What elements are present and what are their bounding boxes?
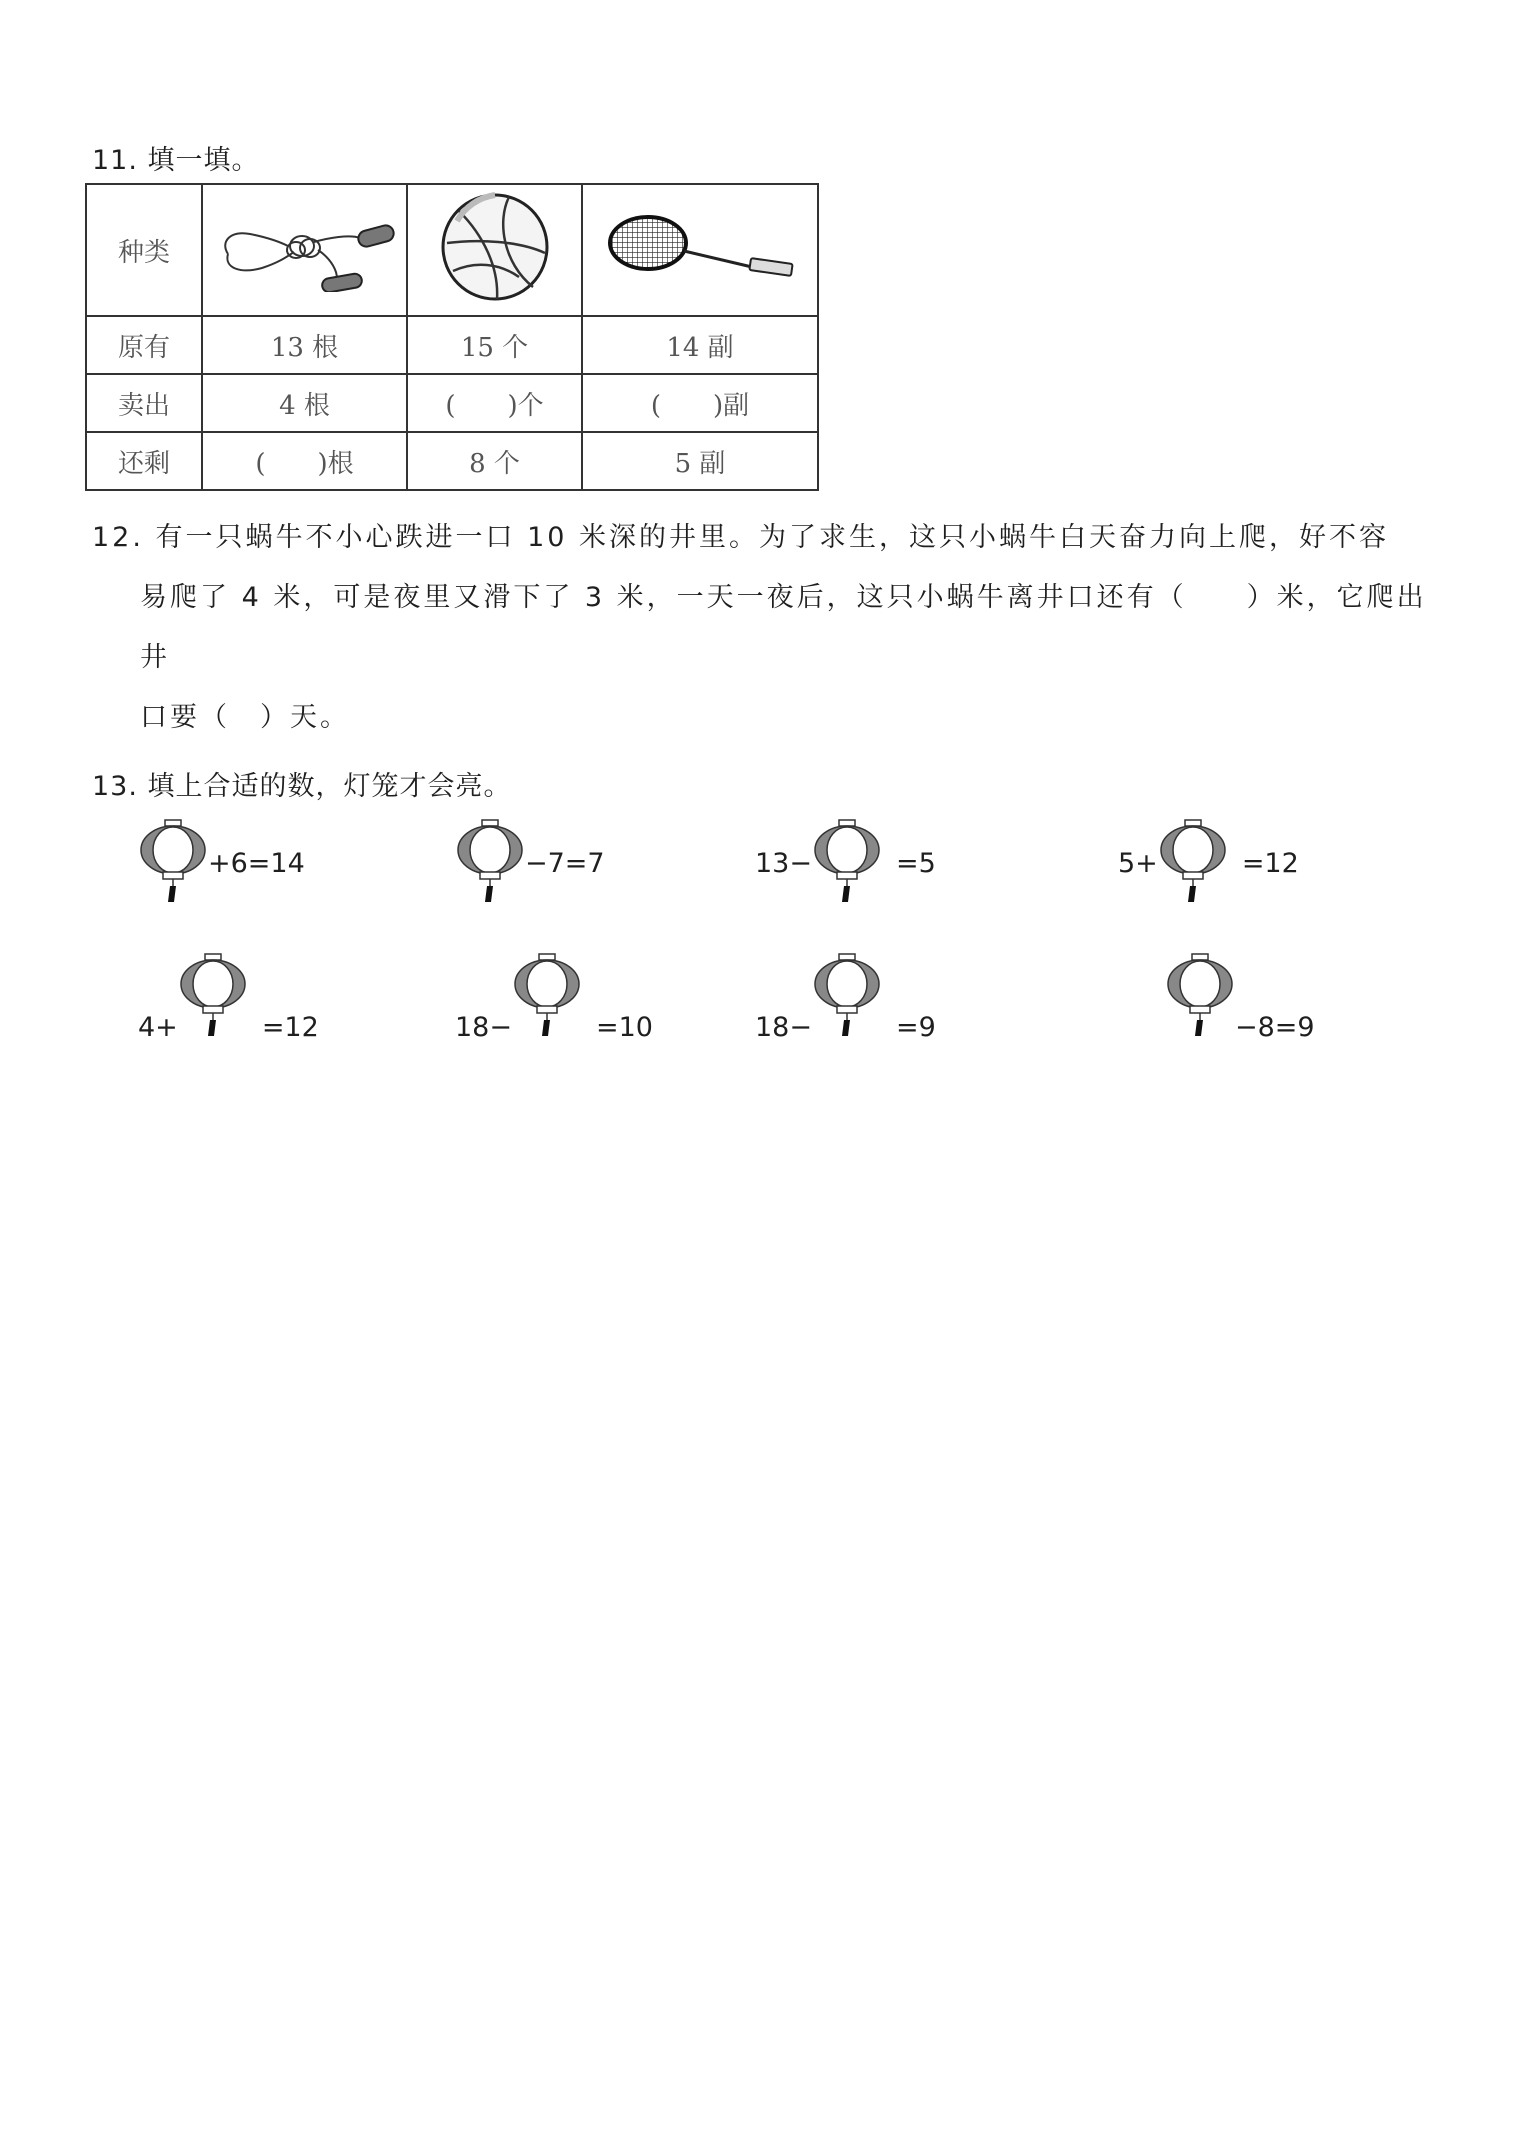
equation-right: +6=14	[208, 847, 305, 879]
equation-right: =10	[595, 1012, 653, 1043]
table-cell: 4 根	[202, 374, 407, 432]
equation-right: =12	[261, 1012, 319, 1043]
lantern-icon[interactable]	[1158, 818, 1228, 908]
lantern-equation	[455, 950, 653, 1043]
lantern-equation	[755, 818, 936, 908]
equation-right: −7=7	[525, 847, 605, 879]
equation-right: −8=9	[1235, 1012, 1315, 1043]
equation-left: 18−	[755, 1012, 812, 1043]
table-cell: 8 个	[407, 432, 582, 490]
lantern-equation	[455, 818, 605, 908]
row-label: 原有	[86, 316, 202, 374]
basketball-icon	[439, 191, 551, 303]
lantern-equation	[1118, 818, 1299, 908]
row-label: 卖出	[86, 374, 202, 432]
lantern-icon[interactable]	[138, 818, 208, 908]
table-row	[86, 374, 818, 432]
answer-blank-cell[interactable]: ( )根	[202, 432, 407, 490]
answer-blank-cell[interactable]: ( )个	[407, 374, 582, 432]
jump-rope-cell	[202, 184, 407, 316]
lantern-icon[interactable]	[812, 952, 882, 1042]
equation-right: =12	[1241, 847, 1299, 879]
table-row	[86, 316, 818, 374]
equation-left: 4+	[138, 1012, 178, 1043]
question-12-line-2: 易爬了 4 米，可是夜里又滑下了 3 米，一天一夜后，这只小蜗牛离井口还有（ ）米，它爬出井	[140, 582, 1427, 673]
equation-left: 5+	[1118, 847, 1158, 879]
inventory-table	[85, 183, 819, 491]
lantern-icon[interactable]	[512, 952, 582, 1042]
row-label: 还剩	[86, 432, 202, 490]
lantern-icon[interactable]	[1165, 952, 1235, 1042]
lantern-equation	[755, 950, 936, 1043]
question-12-line-1: 12. 有一只蜗牛不小心跌进一口 10 米深的井里。为了求生，这只小蜗牛白天奋力向上爬，好不容	[92, 522, 1390, 553]
lantern-icon[interactable]	[455, 818, 525, 908]
equation-right: =5	[895, 847, 936, 879]
question-12-line-3: 口要（ ）天。	[140, 702, 350, 733]
lantern-equation	[138, 950, 319, 1043]
lantern-equation	[138, 818, 305, 908]
table-cell: 5 副	[582, 432, 818, 490]
answer-blank-cell[interactable]: ( )副	[582, 374, 818, 432]
basketball-cell	[407, 184, 582, 316]
badminton-racket-cell	[582, 184, 818, 316]
table-cell: 13 根	[202, 316, 407, 374]
equation-right: =9	[895, 1012, 936, 1043]
equation-left: 18−	[455, 1012, 512, 1043]
table-row	[86, 432, 818, 490]
question-12	[92, 508, 1442, 748]
question-13-title: 13. 填上合适的数，灯笼才会亮。	[92, 771, 512, 802]
lantern-equation	[1165, 950, 1315, 1043]
table-cell: 14 副	[582, 316, 818, 374]
equation-left: 13−	[755, 847, 812, 879]
category-header: 种类	[86, 184, 202, 316]
badminton-racket-icon	[602, 207, 798, 287]
question-11-title: 11. 填一填。	[92, 145, 260, 176]
table-cell: 15 个	[407, 316, 582, 374]
lantern-icon[interactable]	[812, 818, 882, 908]
table-row	[86, 184, 818, 316]
lantern-icon[interactable]	[178, 952, 248, 1042]
jump-rope-icon	[210, 202, 400, 292]
